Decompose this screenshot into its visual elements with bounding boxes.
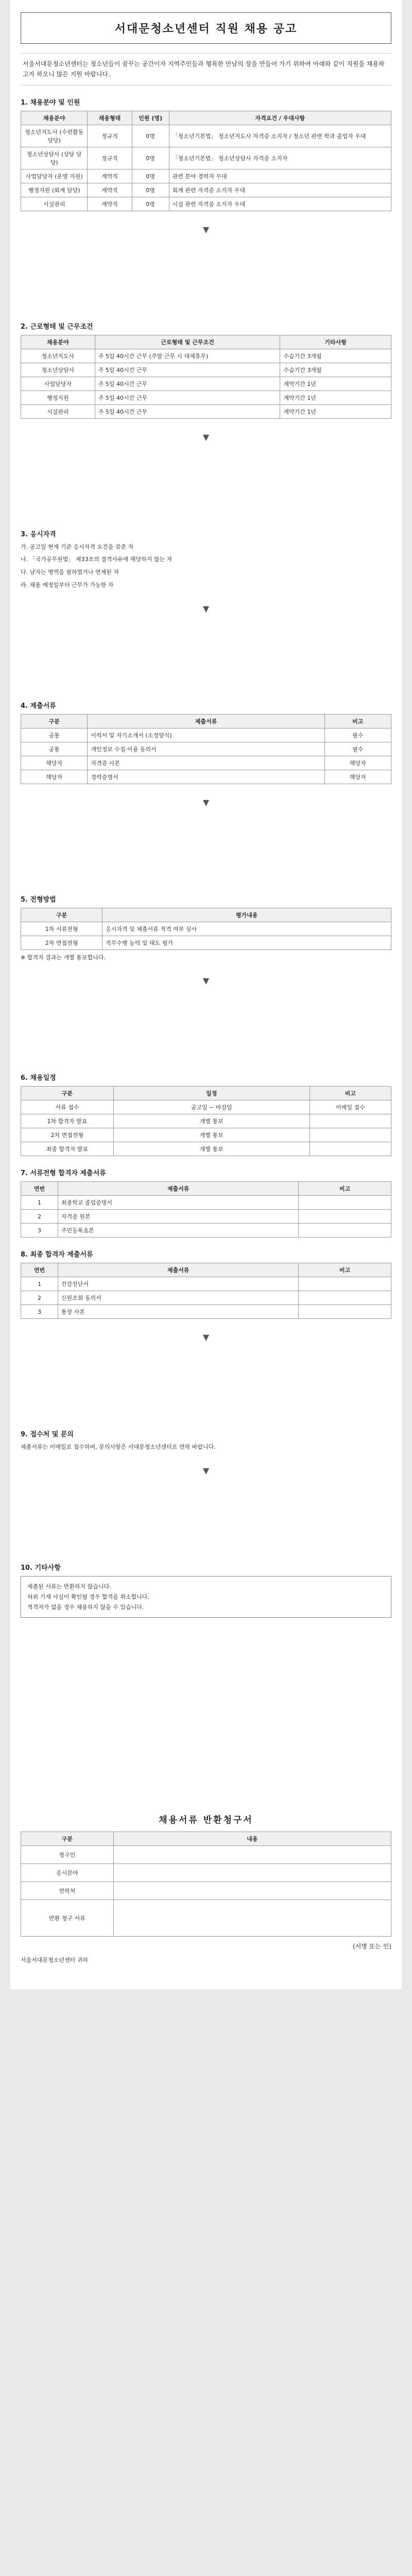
section-heading: 2. 근로형태 및 근무조건 bbox=[21, 323, 93, 331]
col-header: 구분 bbox=[21, 1832, 114, 1846]
contact-text: 제출서류는 이메일로 접수하며, 문의사항은 서대문청소년센터로 연락 바랍니다. bbox=[21, 1444, 216, 1451]
cell: 주 5일 40시간 근무 bbox=[95, 404, 280, 418]
cell: 계약기간 1년 bbox=[280, 377, 391, 391]
cell: 청소년지도사 (수련활동 담당) bbox=[21, 125, 88, 147]
cell: 0명 bbox=[132, 169, 169, 183]
col-header: 채용분야 bbox=[21, 111, 88, 125]
table-row bbox=[21, 770, 391, 784]
cell: 응시분야 bbox=[21, 1864, 114, 1882]
cell: 0명 bbox=[132, 183, 169, 197]
down-arrow-icon: ▼ bbox=[202, 797, 210, 807]
cell: 「청소년기본법」 청소년지도사 자격증 소지자 / 청소년 관련 학과 졸업자 우대 bbox=[169, 125, 391, 147]
table-row bbox=[21, 1864, 391, 1882]
conditions-table bbox=[21, 335, 391, 419]
cell: 필수 bbox=[324, 742, 391, 756]
table-row bbox=[21, 183, 391, 197]
cell: 0명 bbox=[132, 125, 169, 147]
return-form-table bbox=[21, 1832, 391, 1937]
form-recipient: 서울서대문청소년센터 귀하 bbox=[21, 1957, 89, 1964]
col-header: 인원 (명) bbox=[132, 111, 169, 125]
table-row bbox=[21, 1100, 391, 1114]
list-item: 나. 「국가공무원법」 제33조의 결격사유에 해당하지 않는 자 bbox=[21, 556, 173, 563]
cell: 건강진단서 bbox=[58, 1277, 298, 1291]
cell: 주 5일 40시간 근무 (주말 근무 시 대체휴무) bbox=[95, 349, 280, 363]
cell: 응시자격 및 제출서류 적격 여부 심사 bbox=[102, 922, 391, 936]
col-header: 구분 bbox=[21, 714, 88, 728]
section-heading: 3. 응시자격 bbox=[21, 530, 56, 538]
table-row bbox=[21, 147, 391, 169]
cell: 주 5일 40시간 근무 bbox=[95, 377, 280, 391]
cell: 시설관리 bbox=[21, 404, 95, 418]
col-header: 연번 bbox=[21, 1182, 58, 1196]
table-row bbox=[21, 1277, 391, 1291]
section-heading: 8. 최종 합격자 제출서류 bbox=[21, 1251, 93, 1259]
cell: 이메일 접수 bbox=[310, 1100, 391, 1114]
cell: 사업담당자 (운영 지원) bbox=[21, 169, 88, 183]
cell: 최종학교 졸업증명서 bbox=[58, 1196, 298, 1210]
cell: 회계 관련 자격증 소지자 우대 bbox=[169, 183, 391, 197]
table-row bbox=[21, 936, 391, 950]
section-heading: 6. 채용일정 bbox=[21, 1074, 56, 1082]
documents-table bbox=[21, 714, 391, 784]
cell: 계약직 bbox=[88, 197, 132, 211]
down-arrow-icon: ▼ bbox=[202, 976, 210, 986]
schedule-table bbox=[21, 1086, 391, 1156]
table-row bbox=[21, 125, 391, 147]
cell: 해당자 bbox=[324, 756, 391, 770]
title-box bbox=[21, 12, 391, 44]
cell: 개별 통보 bbox=[113, 1114, 310, 1128]
section-heading: 7. 서류전형 합격자 제출서류 bbox=[21, 1170, 106, 1178]
cell: 개인정보 수집·이용 동의서 bbox=[88, 742, 324, 756]
cell: 청소년상담사 bbox=[21, 363, 95, 377]
table-row bbox=[21, 1196, 391, 1210]
col-header: 제출서류 bbox=[58, 1182, 298, 1196]
cell: 계약기간 1년 bbox=[280, 404, 391, 418]
cell: 행정지원 (회계 담당) bbox=[21, 183, 88, 197]
table-row bbox=[21, 197, 391, 211]
cell: 주민등록초본 bbox=[58, 1224, 298, 1238]
cell: 행정지원 bbox=[21, 391, 95, 404]
down-arrow-icon: ▼ bbox=[202, 224, 210, 234]
down-arrow-icon: ▼ bbox=[202, 1332, 210, 1343]
table-row bbox=[21, 728, 391, 742]
cell: 1 bbox=[21, 1196, 58, 1210]
cell: 사업담당자 bbox=[21, 377, 95, 391]
table-row bbox=[21, 742, 391, 756]
cell: 0명 bbox=[132, 147, 169, 169]
cell bbox=[299, 1277, 391, 1291]
cell: 청구인 bbox=[21, 1846, 114, 1864]
down-arrow-icon: ▼ bbox=[202, 603, 210, 614]
cell bbox=[299, 1305, 391, 1319]
col-header: 근로형태 및 근무조건 bbox=[95, 335, 280, 349]
table-row bbox=[21, 169, 391, 183]
cell bbox=[310, 1142, 391, 1156]
section-heading: 4. 제출서류 bbox=[21, 702, 56, 710]
list-item: 제출된 서류는 반환하지 않습니다. bbox=[27, 1583, 111, 1590]
cell: 1차 서류전형 bbox=[21, 922, 102, 936]
col-header: 내용 bbox=[113, 1832, 391, 1846]
cell: 3 bbox=[21, 1224, 58, 1238]
table-row bbox=[21, 391, 391, 404]
table-row bbox=[21, 922, 391, 936]
list-item: 허위 기재 사실이 확인될 경우 합격을 취소합니다. bbox=[27, 1593, 149, 1600]
intro-text: 서울서대문청소년센터는 청소년들이 꿈꾸는 공간이자 지역주민들과 행복한 만남의 장을 만들어 가기 위하여 아래와 같이 직원을 채용하고자 하오니 많은 지원 바랍니다. bbox=[21, 53, 391, 86]
cell: 0명 bbox=[132, 197, 169, 211]
table-row bbox=[21, 1305, 391, 1319]
col-header: 일정 bbox=[113, 1087, 310, 1100]
cell: 2 bbox=[21, 1210, 58, 1224]
cell: 3 bbox=[21, 1305, 58, 1319]
col-header: 채용분야 bbox=[21, 335, 95, 349]
cell: 공고일 ~ 마감일 bbox=[113, 1100, 310, 1114]
table-row bbox=[21, 1291, 391, 1305]
section-heading: 1. 채용분야 및 인원 bbox=[21, 98, 80, 107]
table-row bbox=[21, 1224, 391, 1238]
cell: 경력증명서 bbox=[88, 770, 324, 784]
cell: 2 bbox=[21, 1291, 58, 1305]
cell: 「청소년기본법」 청소년상담사 자격증 소지자 bbox=[169, 147, 391, 169]
table-row bbox=[21, 1900, 391, 1937]
cell: 청소년지도사 bbox=[21, 349, 95, 363]
cell bbox=[310, 1128, 391, 1142]
col-header: 제출서류 bbox=[58, 1263, 298, 1277]
cell: 1차 합격자 발표 bbox=[21, 1114, 114, 1128]
cell: 계약기간 1년 bbox=[280, 391, 391, 404]
cell: 2차 면접전형 bbox=[21, 936, 102, 950]
cell: 반환 청구 서류 bbox=[21, 1900, 114, 1937]
list-item: 가. 공고일 현재 기준 응시자격 요건을 갖춘 자 bbox=[21, 543, 134, 550]
cell: 통장 사본 bbox=[58, 1305, 298, 1319]
form-input-cell[interactable] bbox=[113, 1882, 391, 1900]
cell: 연락처 bbox=[21, 1882, 114, 1900]
section-heading: 5. 전형방법 bbox=[21, 895, 56, 904]
cell: 서류 접수 bbox=[21, 1100, 114, 1114]
down-arrow-icon: ▼ bbox=[202, 1465, 210, 1476]
form-input-cell[interactable] bbox=[113, 1864, 391, 1882]
table-row bbox=[21, 377, 391, 391]
cell: 해당자 bbox=[21, 770, 88, 784]
recruit-table bbox=[21, 111, 391, 211]
table-row bbox=[21, 1114, 391, 1128]
cell: 필수 bbox=[324, 728, 391, 742]
col-header: 구분 bbox=[21, 908, 102, 922]
pass-docs-table bbox=[21, 1181, 391, 1238]
table-row bbox=[21, 363, 391, 377]
section-heading: 10. 기타사항 bbox=[21, 1564, 61, 1572]
list-item: 라. 채용 예정일부터 근무가 가능한 자 bbox=[21, 581, 114, 588]
page-title: 서대문청소년센터 직원 채용 공고 bbox=[114, 23, 298, 36]
cell: 1 bbox=[21, 1277, 58, 1291]
cell: 주 5일 40시간 근무 bbox=[95, 391, 280, 404]
cell bbox=[299, 1291, 391, 1305]
cell: 청소년상담사 (상담 담당) bbox=[21, 147, 88, 169]
col-header: 평가내용 bbox=[102, 908, 391, 922]
cell: 직무수행 능력 및 태도 평가 bbox=[102, 936, 391, 950]
table-row bbox=[21, 1846, 391, 1864]
cell: 공통 bbox=[21, 728, 88, 742]
col-header: 제출서류 bbox=[88, 714, 324, 728]
selection-table bbox=[21, 908, 391, 950]
section-heading: 9. 접수처 및 문의 bbox=[21, 1431, 74, 1439]
cell: 자격증 사본 bbox=[88, 756, 324, 770]
notes-box bbox=[21, 1576, 391, 1618]
table-row bbox=[21, 1882, 391, 1900]
list-item: 적격자가 없을 경우 채용하지 않을 수 있습니다. bbox=[27, 1603, 144, 1611]
cell: 2차 면접전형 bbox=[21, 1128, 114, 1142]
form-input-cell[interactable] bbox=[113, 1900, 391, 1937]
signature-line: (서명 또는 인) bbox=[353, 1943, 391, 1951]
cell bbox=[310, 1114, 391, 1128]
cell: 시설 관련 자격증 소지자 우대 bbox=[169, 197, 391, 211]
cell: 시설관리 bbox=[21, 197, 88, 211]
col-header: 구분 bbox=[21, 1087, 114, 1100]
cell: 계약직 bbox=[88, 183, 132, 197]
cell: 자격증 원본 bbox=[58, 1210, 298, 1224]
table-row bbox=[21, 1128, 391, 1142]
cell: 해당자 bbox=[21, 756, 88, 770]
col-header: 연번 bbox=[21, 1263, 58, 1277]
cell bbox=[299, 1224, 391, 1238]
col-header: 채용형태 bbox=[88, 111, 132, 125]
col-header: 비고 bbox=[299, 1182, 391, 1196]
table-row bbox=[21, 349, 391, 363]
col-header: 자격요건 / 우대사항 bbox=[169, 111, 391, 125]
document-page bbox=[10, 0, 402, 1989]
cell: 계약직 bbox=[88, 169, 132, 183]
col-header: 비고 bbox=[324, 714, 391, 728]
cell bbox=[299, 1196, 391, 1210]
cell bbox=[299, 1210, 391, 1224]
cell: 관련 분야 경력자 우대 bbox=[169, 169, 391, 183]
cell: 공통 bbox=[21, 742, 88, 756]
form-input-cell[interactable] bbox=[113, 1846, 391, 1864]
final-docs-table bbox=[21, 1263, 391, 1319]
cell: 주 5일 40시간 근무 bbox=[95, 363, 280, 377]
col-header: 기타사항 bbox=[280, 335, 391, 349]
cell: 신원조회 동의서 bbox=[58, 1291, 298, 1305]
cell: 정규직 bbox=[88, 147, 132, 169]
table-row bbox=[21, 404, 391, 418]
form-title: 채용서류 반환청구서 bbox=[159, 1815, 253, 1826]
cell: 수습기간 3개월 bbox=[280, 363, 391, 377]
table-row bbox=[21, 1210, 391, 1224]
cell: 해당자 bbox=[324, 770, 391, 784]
table-row bbox=[21, 1142, 391, 1156]
cell: 최종 합격자 발표 bbox=[21, 1142, 114, 1156]
cell: 개별 통보 bbox=[113, 1142, 310, 1156]
selection-note: ※ 합격자 결과는 개별 통보합니다. bbox=[21, 954, 106, 961]
col-header: 비고 bbox=[310, 1087, 391, 1100]
cell: 이력서 및 자기소개서 (소정양식) bbox=[88, 728, 324, 742]
col-header: 비고 bbox=[299, 1263, 391, 1277]
list-item: 다. 남자는 병역을 필하였거나 면제된 자 bbox=[21, 569, 119, 576]
down-arrow-icon: ▼ bbox=[202, 432, 210, 442]
cell: 수습기간 3개월 bbox=[280, 349, 391, 363]
cell: 개별 통보 bbox=[113, 1128, 310, 1142]
cell: 정규직 bbox=[88, 125, 132, 147]
table-row bbox=[21, 756, 391, 770]
